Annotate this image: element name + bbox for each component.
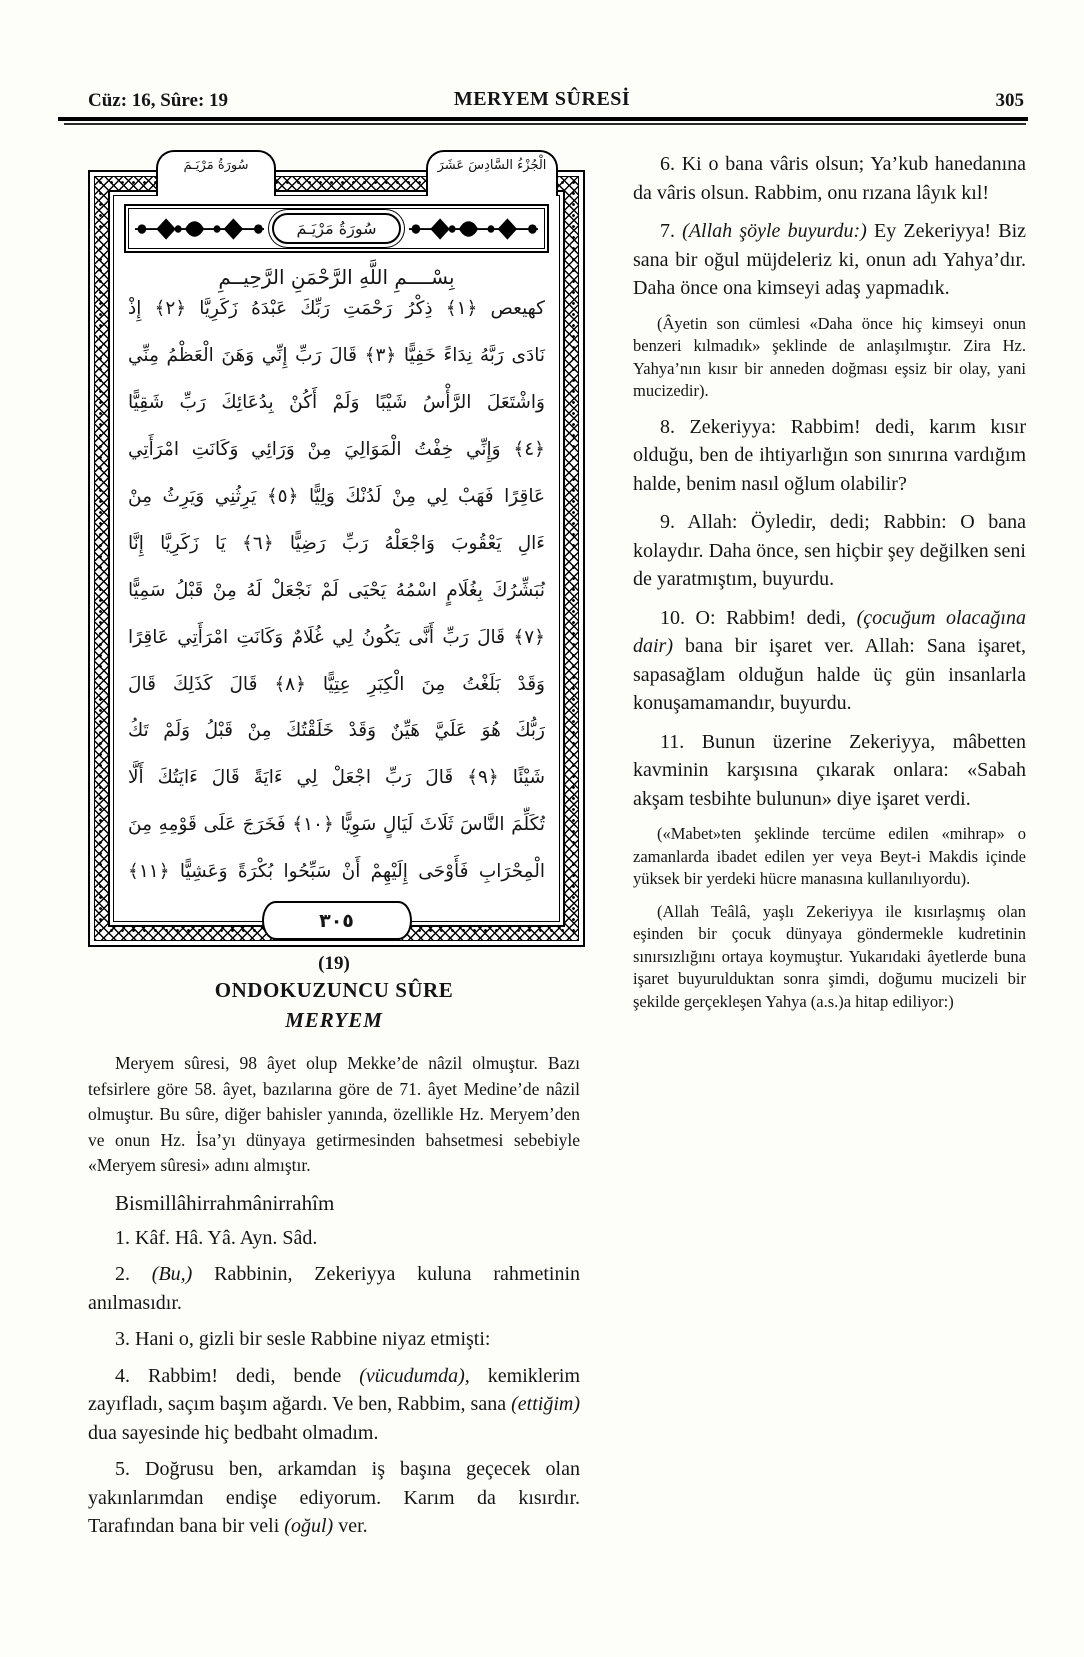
page-title: MERYEM SÛRESİ <box>453 88 631 110</box>
juz-name-tab <box>426 150 558 196</box>
surah-name-tab-label: سُورَةُ مَرْيَـمَ <box>183 158 249 173</box>
surah-name-heading: MERYEM <box>285 1008 383 1032</box>
surah-title-band <box>124 204 549 253</box>
verse-1: 1. Kâf. Hâ. Yâ. Ayn. Sâd. <box>115 1226 318 1249</box>
quran-line: الْمِحْرَابِ فَأَوْحَى إِلَيْهِمْ أَنْ سَبِّحُوا بُكْرَةً وَعَشِيًّا ﴿١١﴾ <box>128 861 545 883</box>
bismillah-transliteration: Bismillâhirrahmânirrahîm <box>115 1190 335 1215</box>
ornate-border-pattern <box>94 176 579 941</box>
quran-text-area <box>113 195 560 922</box>
verse-10: 10. O: Rabbim! dedi, (çocuğum olacağına dair) bana bir işaret ver. Allah: Sana işaret, sapasağlam olduğun halde üç gün insanlarla konuşamamandır, buyurdu. <box>633 606 1026 714</box>
quran-frame <box>88 158 585 947</box>
quran-line: وَقَدْ بَلَغْتُ مِنَ الْكِبَرِ عِتِيًّا ﴿٨﴾ قَالَ كَذَلِكَ قَالَ <box>128 673 545 695</box>
verse-9: 9. Allah: Öyledir, dedi; Rabbin: O bana kolaydır. Daha önce, sen hiçbir şey değilken seni de yaratmıştım, buyurdu. <box>633 511 1026 590</box>
floral-ornament-icon <box>135 214 264 244</box>
quran-line: رَبُّكَ هُوَ عَلَيَّ هَيِّنٌ وَقَدْ خَلَقْتُكَ مِنْ قَبْلُ وَلَمْ تَكُ <box>128 720 545 742</box>
quran-line: ﴿٧﴾ قَالَ رَبِّ أَنَّى يَكُونُ لِي غُلَامٌ وَكَانَتِ امْرَأَتِي عَاقِرًا <box>128 626 545 648</box>
quran-line: وَاشْتَعَلَ الرَّأْسُ شَيْبًا وَلَمْ أَكُنْ بِدُعَائِكَ رَبِّ شَقِيًّا <box>128 391 545 413</box>
quran-line: كهيعص ﴿١﴾ ذِكْرُ رَحْمَتِ رَبِّكَ عَبْدَهُ زَكَرِيَّا ﴿٢﴾ إِذْ <box>128 298 545 319</box>
quran-text <box>124 291 549 897</box>
quran-line: ءَالِ يَعْقُوبَ وَاجْعَلْهُ رَبِّ رَضِيًّا ﴿٦﴾ يَا زَكَرِيَّا إِنَّا <box>128 532 545 554</box>
verse-6: 6. Ki o bana vâris olsun; Ya’kub hanedanına da vâris olsun. Rabbim, onu rızana lâyık kıl! <box>633 153 1026 204</box>
quran-line: نَادَى رَبَّهُ نِدَاءً خَفِيًّا ﴿٣﴾ قَالَ رَبِّ إِنِّي وَهَنَ الْعَظْمُ مِنِّي <box>128 344 545 366</box>
page-number-arabic: ٣٠٥ <box>319 909 354 932</box>
translation-left-column <box>88 953 580 1541</box>
quran-line: عَاقِرًا فَهَبْ لِي مِنْ لَدُنْكَ وَلِيًّا ﴿٥﴾ يَرِثُنِي وَيَرِثُ مِنْ <box>128 485 545 507</box>
verse-4: 4. Rabbim! dedi, bende (vücudumda), kemiklerim zayıfladı, saçım başım ağardı. Ve ben, Rabbim, sana (ettiğim) dua sayesinde hiç bedbaht olmadım. <box>88 1364 580 1444</box>
surah-number-heading: (19) <box>318 953 350 974</box>
inner-frame <box>108 190 565 927</box>
surah-name-tab <box>156 150 276 196</box>
juz-name-tab-label: الْجُزْءُ السَّادِسَ عَشَرَ <box>437 158 547 173</box>
quran-line: ﴿٤﴾ وَإِنِّي خِفْتُ الْمَوَالِيَ مِنْ وَرَائِي وَكَانَتِ امْرَأَتِي <box>128 438 545 460</box>
verse-8: 8. Zekeriyya: Rabbim! dedi, karım kısır olduğu, ben de ihtiyarlığın son sınırına vardığım halde, benim nasıl oğlum olabilir? <box>633 415 1026 495</box>
page-number-medallion <box>262 901 412 940</box>
commentary-mihrap: («Mabet»ten şeklinde tercüme edilen «mihrap» o zamanlarda ibadet edilen yer veya Beyt-i Makdis içinde yüksek bir yerdeki hücre manasına kullanılıyordu). <box>633 824 1026 888</box>
verse-11: 11. Bunun üzerine Zekeriyya, mâbetten kavminin karşısına çıkarak onlara: «Sabah akşam tesbihte bulunun» diye işaret verdi. <box>633 730 1026 810</box>
ornate-border-outer <box>88 170 585 947</box>
verse-5: 5. Doğrusu ben, arkamdan iş başına geçecek olan yakınlarımdan endişe ediyorum. Karım da kısırdır. Tarafından bana bir veli (oğul) ver. <box>88 1458 580 1537</box>
page-number: 305 <box>995 90 1024 111</box>
quran-line: نُبَشِّرُكَ بِغُلَامٍ اسْمُهُ يَحْيَى لَمْ نَجْعَلْ لَهُ مِنْ قَبْلُ سَمِيًّا <box>128 579 545 601</box>
surah-title-arabic: سُورَةُ مَرْيَـمَ <box>296 219 377 238</box>
juz-sure-label: Cüz: 16, Sûre: 19 <box>88 90 229 111</box>
surah-ordinal-heading: ONDOKUZUNCU SÛRE <box>214 978 454 1002</box>
basmala: بِسْــــمِ اللَّهِ الرَّحْمَنِ الرَّحِيــمِ <box>218 265 455 289</box>
floral-ornament-icon <box>409 214 538 244</box>
translation-right-column <box>633 150 1026 1023</box>
verse-2: 2. (Bu,) Rabbinin, Zekeriyya kuluna rahmetinin anılmasıdır. <box>88 1263 580 1314</box>
header-divider <box>58 117 1028 121</box>
surah-intro-paragraph: Meryem sûresi, 98 âyet olup Mekke’de nâzil olmuştur. Bazı tefsirlere göre 58. âyet, bazılarına göre de 71. âyet Medine’de nâzil olmuştur. Bu sûre, diğer bahisler yanında, özellikle Hz. Meryem’den ve onun Hz. İsa’yı dünyaya getirmesinden bahsetmesi sebebiyle «Meryem sûresi» adını almıştır. <box>88 1053 580 1175</box>
verse-3: 3. Hani o, gizli bir sesle Rabbine niyaz etmişti: <box>115 1328 491 1350</box>
commentary-yahya: (Allah Teâlâ, yaşlı Zekeriyya ile kısırlaşmış olan eşinden bir çocuk dünyaya göndermekle kudretinin sınırsızlığını ortaya koymuştur. Yukarıdaki âyetlerde buna işaret buyurulduktan sonra şimdi, doğumu mucizeli bir şekilde gerçekleşen Yahya (a.s.)a hitap ediliyor:) <box>633 901 1026 1011</box>
quran-line: تُكَلِّمَ النَّاسَ ثَلَاثَ لَيَالٍ سَوِيًّا ﴿١٠﴾ فَخَرَجَ عَلَى قَوْمِهِ مِنَ <box>128 814 545 836</box>
verse-7: 7. (Allah şöyle buyurdu:) Ey Zekeriyya! Biz sana bir oğul müjdeleriz ki, onun adı Yahya’dır. Daha önce ona kimseyi adaş yapmadık. <box>633 220 1027 299</box>
commentary-verse-7: (Âyetin son cümlesi «Daha önce hiç kimseyi onun benzeri kılmadık» şeklinde de anlaşılmıştır. Zira Hz. Yahya’nın kısır bir anneden doğması eşsiz bir olay, yani mucizedir). <box>633 313 1026 400</box>
surah-title-cartouche <box>272 213 400 244</box>
quran-line: شَيْئًا ﴿٩﴾ قَالَ رَبِّ اجْعَلْ لِي ءَايَةً قَالَ ءَايَتُكَ أَلَّا <box>128 767 545 789</box>
